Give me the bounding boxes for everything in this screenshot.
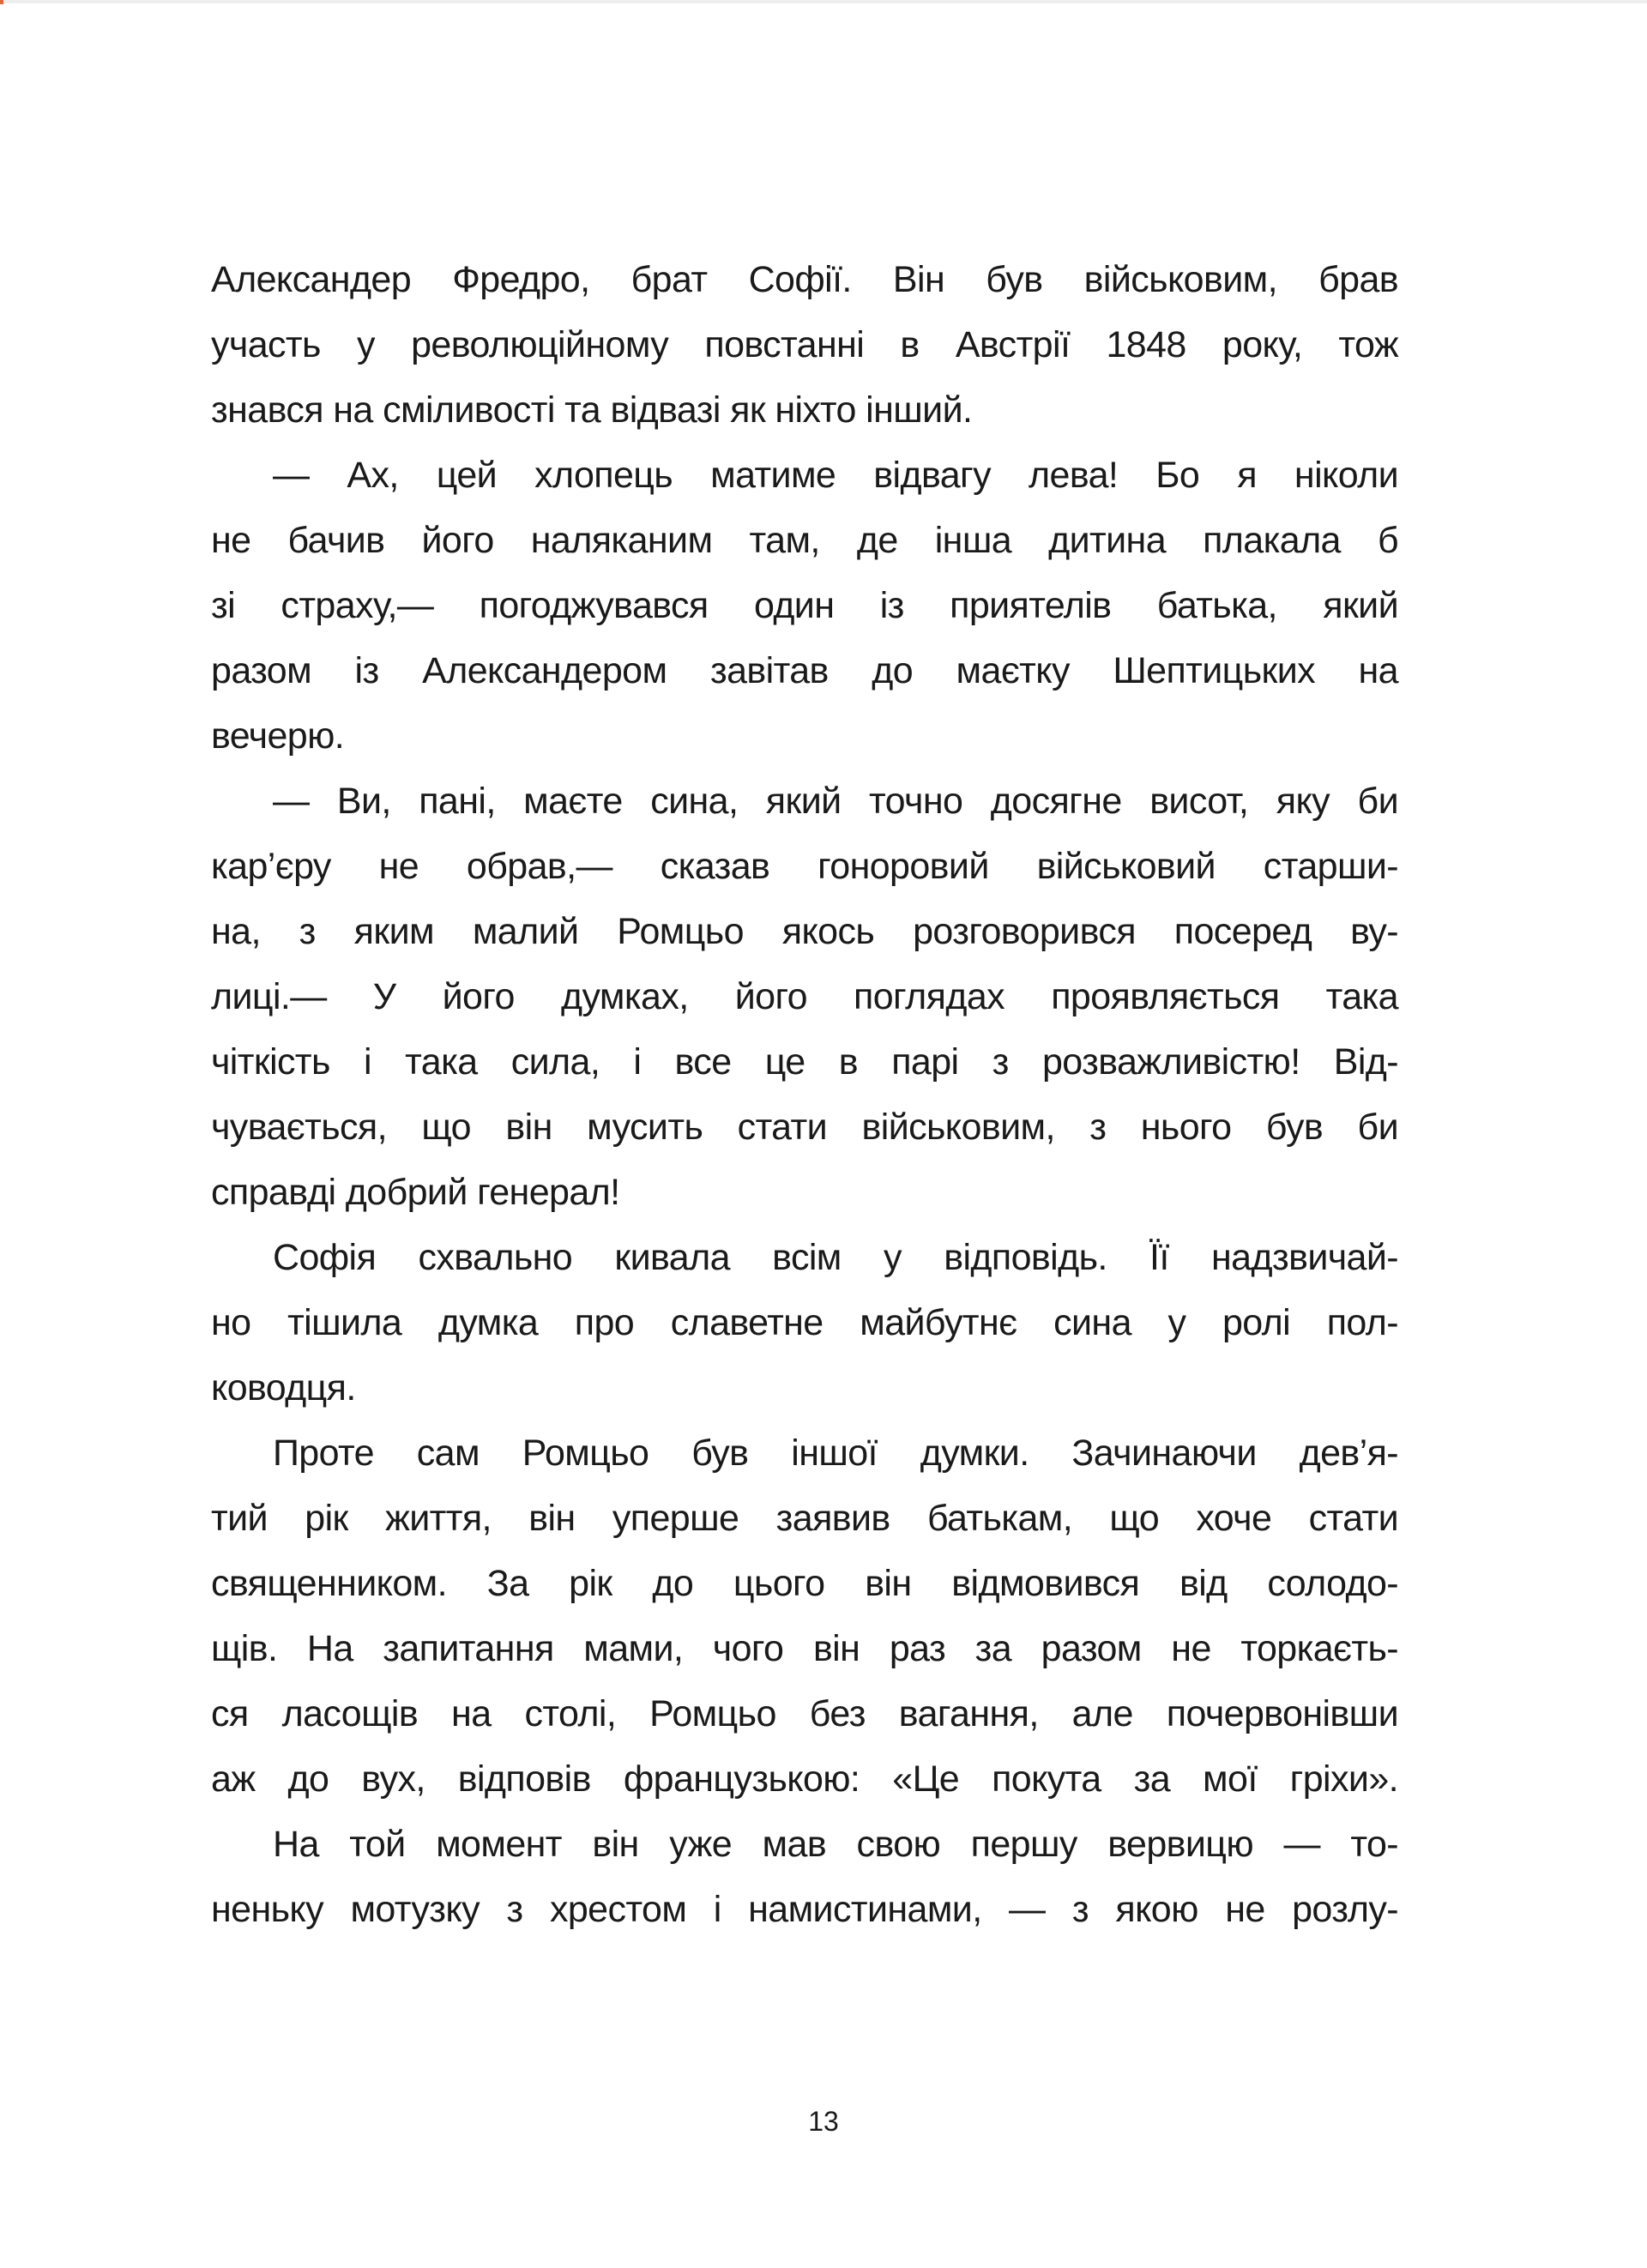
text-line: щів. На запитання мами, чого він раз за разом не торкаєть- bbox=[211, 1628, 1398, 1669]
text-line: справді добрий генерал! bbox=[211, 1172, 620, 1213]
page-number: 13 bbox=[808, 2106, 839, 2137]
top-edge bbox=[0, 0, 1647, 3]
text-line: ководця. bbox=[211, 1367, 356, 1408]
text-line: — Ви, пані, маєте сина, який точно досягне висот, яку би bbox=[273, 781, 1398, 822]
text-line: На той момент він уже мав свою першу вервицю — то- bbox=[273, 1824, 1398, 1865]
text-line: ся ласощів на столі, Ромцьо без вагання, але почервонівши bbox=[211, 1693, 1398, 1734]
page-body-text bbox=[211, 247, 1398, 1942]
text-line: участь у революційному повстанні в Австрії 1848 року, тож bbox=[211, 324, 1398, 365]
text-line: зі страху,— погоджувався один із приятелів батька, який bbox=[211, 585, 1398, 626]
text-line: — Ах, цей хлопець матиме відвагу лева! Бо я ніколи bbox=[273, 455, 1398, 496]
text-line: не бачив його наляканим там, де інша дитина плакала б bbox=[211, 520, 1398, 561]
text-line: знався на сміливості та відвазі як ніхто інший. bbox=[211, 389, 973, 431]
text-line: тий рік життя, він уперше заявив батькам, що хоче стати bbox=[211, 1498, 1398, 1539]
text-line: на, з яким малий Ромцьо якось розговорився посеред ву- bbox=[211, 911, 1398, 952]
text-line: Александер Фредро, брат Софії. Він був військовим, брав bbox=[211, 259, 1398, 300]
text-line: вечерю. bbox=[211, 715, 345, 757]
text-line: Софія схвально кивала всім у відповідь. Її надзвичай- bbox=[273, 1237, 1398, 1278]
text-line: священником. За рік до цього він відмовився від солодо- bbox=[211, 1563, 1398, 1604]
text-line: чіткість і така сила, і все це в парі з розважливістю! Від- bbox=[211, 1041, 1398, 1083]
text-line: но тішила думка про славетне майбутнє сина у ролі пол- bbox=[211, 1302, 1398, 1343]
text-line: чувається, що він мусить стати військовим, з нього був би bbox=[211, 1107, 1398, 1148]
text-line: аж до вух, відповів французькою: «Це покута за мої гріхи». bbox=[211, 1758, 1398, 1800]
text-line: неньку мотузку з хрестом і намистинами, — з якою не розлу- bbox=[211, 1889, 1398, 1930]
text-line: кар’єру не обрав,— сказав гоноровий військовий старши- bbox=[211, 846, 1398, 887]
text-line: разом із Александером завітав до маєтку Шептицьких на bbox=[211, 650, 1398, 691]
text-line: лиці.— У його думках, його поглядах проявляється така bbox=[211, 976, 1398, 1017]
text-line: Проте сам Ромцьо був іншої думки. Зачинаючи дев’я- bbox=[273, 1433, 1398, 1474]
bookmark-marker bbox=[0, 0, 3, 4]
